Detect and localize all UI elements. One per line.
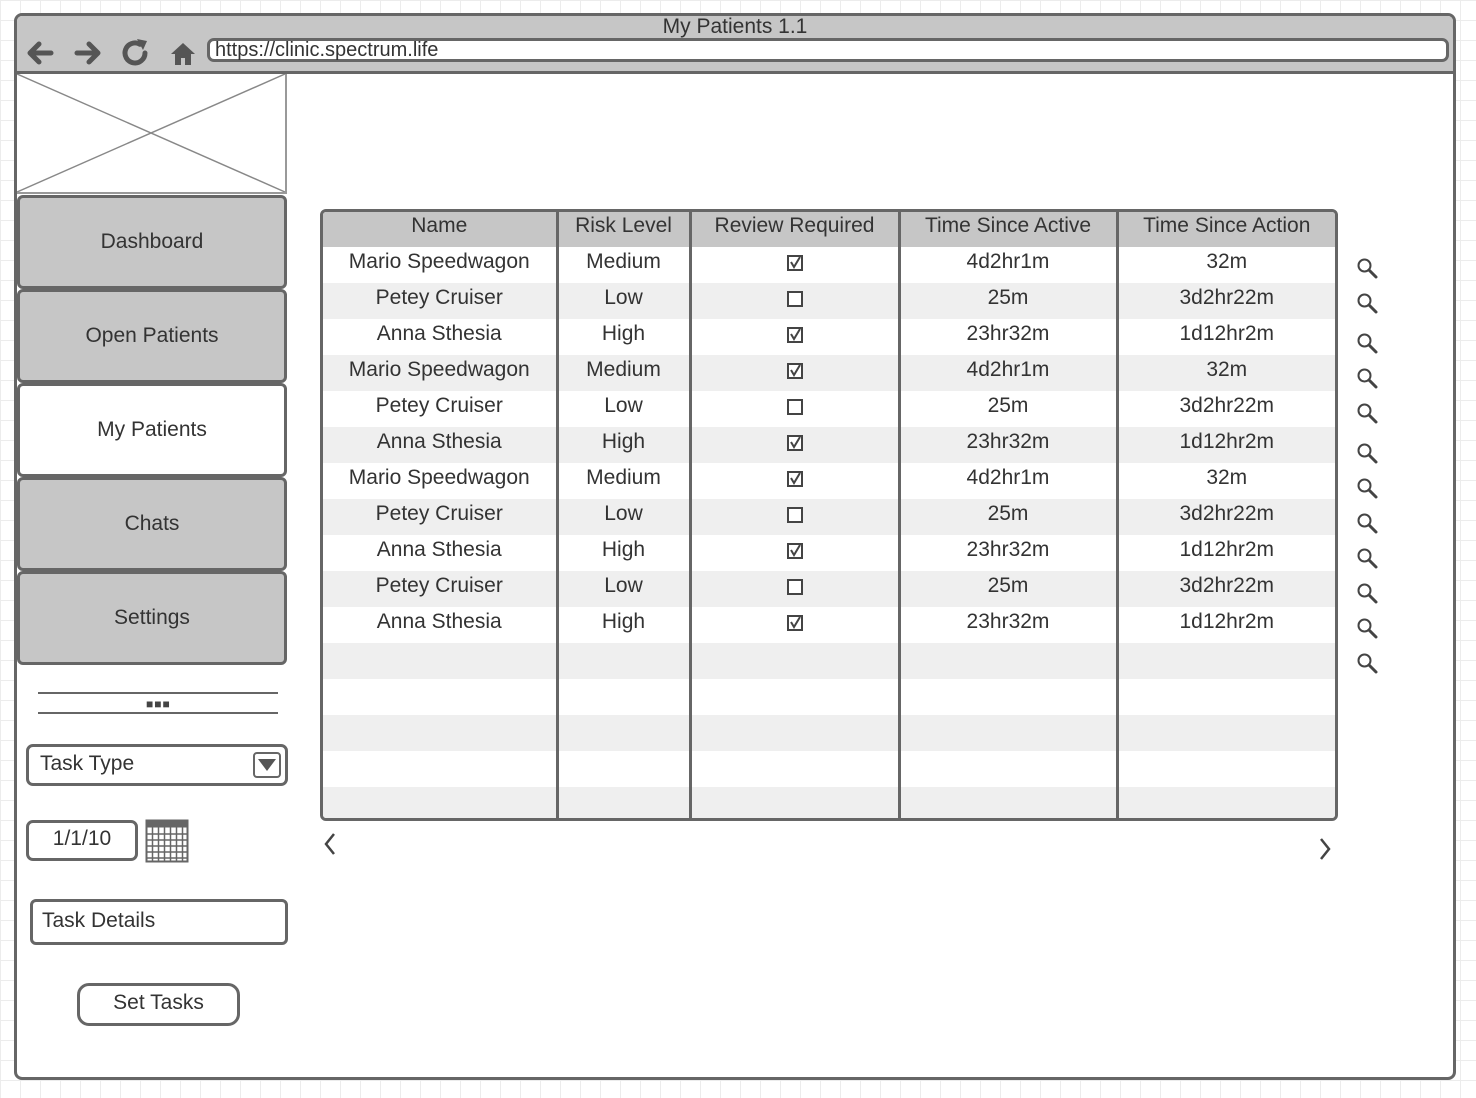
set-tasks-button[interactable]: Set Tasks: [77, 983, 240, 1026]
search-icon[interactable]: [1355, 401, 1379, 425]
table-row[interactable]: [323, 355, 1335, 391]
column-header-time-since-active[interactable]: Time Since Active: [899, 212, 1117, 247]
search-icon[interactable]: [1355, 441, 1379, 465]
empty-cell: [557, 679, 690, 715]
search-icon[interactable]: [1355, 651, 1379, 675]
browser-window: [14, 13, 1456, 1080]
chevron-right-icon[interactable]: [1315, 835, 1335, 863]
empty-cell: [690, 679, 899, 715]
date-input[interactable]: 1/1/10: [26, 820, 138, 861]
empty-table-row: [323, 643, 1335, 679]
action-cell: 32m: [1206, 466, 1248, 489]
name-cell: Mario Speedwagon: [323, 247, 557, 283]
sidebar-item-my-patients[interactable]: [17, 383, 287, 477]
name-cell: Anna Sthesia: [323, 535, 557, 571]
checked-checkbox[interactable]: [787, 255, 803, 271]
task-type-select[interactable]: [26, 744, 288, 786]
risk-cell: Medium: [557, 355, 690, 391]
task-details-field[interactable]: Task Details: [30, 899, 288, 945]
table-row[interactable]: [323, 391, 1335, 427]
name-cell: Petey Cruiser: [323, 283, 557, 319]
home-icon[interactable]: [166, 36, 200, 70]
column-header-risk-level[interactable]: Risk Level: [557, 212, 690, 247]
risk-cell: High: [557, 427, 690, 463]
empty-table-row: [323, 715, 1335, 751]
empty-cell: [1117, 751, 1335, 787]
empty-cell: [1117, 679, 1335, 715]
sidebar-item-settings[interactable]: [17, 571, 287, 665]
logo-placeholder: [17, 74, 287, 194]
table-row[interactable]: [323, 283, 1335, 319]
empty-cell: [323, 679, 557, 715]
checked-checkbox[interactable]: [787, 471, 803, 487]
empty-table-row: [323, 787, 1335, 821]
empty-cell: [323, 643, 557, 679]
risk-cell: Medium: [557, 247, 690, 283]
review-required-cell: [690, 247, 899, 283]
review-required-cell: [690, 283, 899, 319]
action-cell: 3d2hr22m: [1117, 283, 1335, 319]
action-cell: 32m: [1206, 250, 1248, 273]
risk-cell: Low: [557, 499, 690, 535]
action-cell: 3d2hr22m: [1117, 571, 1335, 607]
empty-cell: [1117, 643, 1335, 679]
sidebar-item-label: Settings: [114, 606, 190, 629]
title-bar: [17, 16, 1453, 74]
empty-cell: [899, 787, 1117, 821]
checked-checkbox[interactable]: [787, 615, 803, 631]
active-cell: 23hr32m: [899, 535, 1117, 571]
risk-cell: High: [557, 319, 690, 355]
search-icon[interactable]: [1355, 476, 1379, 500]
active-cell: 23hr32m: [899, 427, 1117, 463]
review-required-cell: [690, 391, 899, 427]
active-cell: 4d2hr1m: [899, 355, 1117, 391]
sidebar-item-dashboard[interactable]: [17, 195, 287, 289]
empty-cell: [1117, 787, 1335, 821]
risk-cell: High: [557, 535, 690, 571]
sidebar-item-label: Open Patients: [85, 324, 219, 347]
arrow-left-icon[interactable]: [23, 36, 57, 70]
name-cell: Anna Sthesia: [323, 319, 557, 355]
empty-cell: [690, 715, 899, 751]
action-cell: 1d12hr2m: [1179, 538, 1275, 561]
section-divider: [38, 692, 278, 714]
task-type-label: Task Type: [40, 752, 135, 775]
empty-cell: [323, 751, 557, 787]
review-required-cell: [690, 535, 899, 571]
empty-cell: [557, 715, 690, 751]
name-cell: Mario Speedwagon: [323, 355, 557, 391]
table-row[interactable]: [323, 463, 1335, 499]
name-cell: Petey Cruiser: [323, 391, 557, 427]
search-icon[interactable]: [1355, 331, 1379, 355]
empty-cell: [557, 787, 690, 821]
column-header-time-since-action[interactable]: Time Since Action: [1117, 212, 1335, 247]
checked-checkbox[interactable]: [787, 543, 803, 559]
review-required-cell: [690, 607, 899, 643]
active-cell: 23hr32m: [899, 607, 1117, 643]
search-icon[interactable]: [1355, 256, 1379, 280]
search-icon[interactable]: [1355, 616, 1379, 640]
active-cell: 25m: [899, 571, 1117, 607]
sidebar-item-chats[interactable]: [17, 477, 287, 571]
name-cell: Petey Cruiser: [323, 499, 557, 535]
column-header-name[interactable]: Name: [323, 212, 557, 247]
table-row[interactable]: [323, 535, 1335, 571]
review-required-cell: [690, 463, 899, 499]
active-cell: 25m: [899, 283, 1117, 319]
search-icon[interactable]: [1355, 291, 1379, 315]
sidebar-item-label: Chats: [124, 512, 180, 535]
patients-table: [320, 209, 1338, 821]
checked-checkbox[interactable]: [787, 435, 803, 451]
review-required-cell: [690, 499, 899, 535]
action-cell: 1d12hr2m: [1179, 322, 1275, 345]
empty-cell: [557, 643, 690, 679]
empty-cell: [323, 715, 557, 751]
empty-cell: [899, 643, 1117, 679]
active-cell: 25m: [899, 499, 1117, 535]
divider-dots: ■■■: [146, 697, 171, 711]
calendar-icon[interactable]: [145, 819, 189, 863]
action-cell: 3d2hr22m: [1117, 499, 1335, 535]
action-cell: 3d2hr22m: [1179, 394, 1275, 417]
risk-cell: Low: [557, 283, 690, 319]
sidebar-item-label: Dashboard: [100, 230, 204, 253]
action-cell: 1d12hr2m: [1179, 610, 1275, 633]
reload-icon[interactable]: [118, 36, 152, 70]
active-cell: 25m: [899, 391, 1117, 427]
risk-cell: Medium: [557, 463, 690, 499]
search-icon[interactable]: [1355, 581, 1379, 605]
search-icon[interactable]: [1355, 366, 1379, 390]
risk-cell: Low: [557, 571, 690, 607]
empty-cell: [690, 787, 899, 821]
table-row[interactable]: [323, 427, 1335, 463]
checked-checkbox[interactable]: [787, 363, 803, 379]
review-required-cell: [690, 319, 899, 355]
search-icon[interactable]: [1355, 546, 1379, 570]
active-cell: 4d2hr1m: [899, 463, 1117, 499]
name-cell: Anna Sthesia: [323, 607, 557, 643]
arrow-right-icon[interactable]: [71, 36, 105, 70]
name-cell: Petey Cruiser: [323, 571, 557, 607]
column-header-review-required[interactable]: Review Required: [690, 212, 899, 247]
empty-cell: [899, 715, 1117, 751]
empty-cell: [899, 751, 1117, 787]
name-cell: Mario Speedwagon: [323, 463, 557, 499]
empty-table-row: [323, 679, 1335, 715]
window-title: My Patients 1.1: [662, 15, 808, 38]
empty-cell: [323, 787, 557, 821]
table-row[interactable]: [323, 247, 1335, 283]
sidebar-item-label: My Patients: [97, 418, 207, 441]
table-row[interactable]: [323, 319, 1335, 355]
unchecked-checkbox[interactable]: [787, 579, 803, 595]
url-bar[interactable]: https://clinic.spectrum.life: [207, 38, 1449, 62]
chevron-left-icon[interactable]: [320, 830, 340, 858]
active-cell: 4d2hr1m: [899, 247, 1117, 283]
sidebar-item-open-patients[interactable]: [17, 289, 287, 383]
empty-table-row: [323, 751, 1335, 787]
risk-cell: High: [557, 607, 690, 643]
review-required-cell: [690, 571, 899, 607]
table-row[interactable]: [323, 607, 1335, 643]
table-row[interactable]: [323, 499, 1335, 535]
action-cell: 1d12hr2m: [1117, 427, 1335, 463]
risk-cell: Low: [557, 391, 690, 427]
unchecked-checkbox[interactable]: [787, 291, 803, 307]
review-required-cell: [690, 355, 899, 391]
review-required-cell: [690, 427, 899, 463]
dropdown-arrow-icon[interactable]: [253, 752, 281, 778]
checked-checkbox[interactable]: [787, 327, 803, 343]
action-cell: 32m: [1117, 355, 1335, 391]
unchecked-checkbox[interactable]: [787, 399, 803, 415]
empty-cell: [1117, 715, 1335, 751]
unchecked-checkbox[interactable]: [787, 507, 803, 523]
table-header-row: [323, 212, 1335, 247]
empty-cell: [690, 751, 899, 787]
empty-cell: [557, 751, 690, 787]
empty-cell: [899, 679, 1117, 715]
table-row[interactable]: [323, 571, 1335, 607]
name-cell: Anna Sthesia: [323, 427, 557, 463]
search-icon[interactable]: [1355, 511, 1379, 535]
empty-cell: [690, 643, 899, 679]
active-cell: 23hr32m: [899, 319, 1117, 355]
